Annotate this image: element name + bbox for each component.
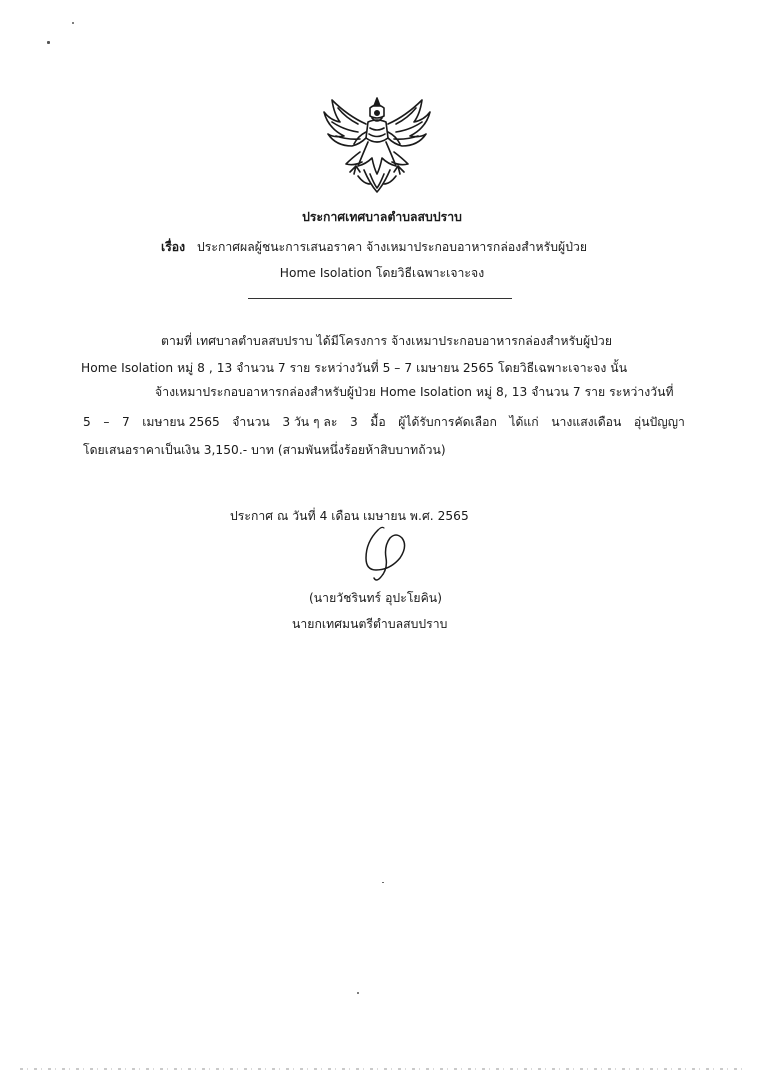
text-fragment: นางแสงเดือน xyxy=(551,415,622,429)
scan-edge-artifact xyxy=(20,1068,744,1070)
subject-text: ประกาศผลผู้ชนะการเสนอราคา จ้างเหมาประกอบอาหารกล่องสำหรับผู้ป่วย xyxy=(196,240,588,254)
paragraph1-line1: ตามที่ เทศบาลตำบลสบปราบ ได้มีโครงการ จ้างเหมาประกอบอาหารกล่องสำหรับผู้ป่วย xyxy=(161,334,613,348)
text-fragment: – xyxy=(103,415,110,429)
paragraph1-line2: Home Isolation หมู่ 8 , 13 จำนวน 7 ราย ระหว่างวันที่ 5 – 7 เมษายน 2565 โดยวิธีเฉพาะเจาะจง นั้น xyxy=(81,361,628,375)
handwritten-signature-icon xyxy=(356,524,418,584)
title-divider xyxy=(248,298,512,299)
signer-title: นายกเทศมนตรีตำบลสบปราบ xyxy=(292,617,448,631)
announced-date: ประกาศ ณ วันที่ 4 เดือน เมษายน พ.ศ. 2565 xyxy=(230,509,469,523)
scan-speck xyxy=(47,41,50,44)
paragraph2-line3: โดยเสนอราคาเป็นเงิน 3,150.- บาท (สามพันหนึ่งร้อยห้าสิบบาทถ้วน) xyxy=(83,443,446,457)
text-fragment: เมษายน 2565 xyxy=(142,415,220,429)
scan-speck xyxy=(357,992,359,994)
subject-label: เรื่อง xyxy=(161,240,186,254)
text-fragment: ได้แก่ xyxy=(509,415,539,429)
text-fragment: 7 xyxy=(121,415,130,429)
text-fragment: 3 xyxy=(349,415,358,429)
subject-text-line2: Home Isolation โดยวิธีเฉพาะเจาะจง xyxy=(279,266,485,280)
text-fragment: ผู้ได้รับการคัดเลือก xyxy=(398,415,497,429)
text-fragment: มื้อ xyxy=(370,415,386,429)
paragraph2-line2 xyxy=(83,414,685,430)
text-fragment: 3 วัน ๆ ละ xyxy=(282,415,338,429)
paragraph2-line1: จ้างเหมาประกอบอาหารกล่องสำหรับผู้ป่วย Home Isolation หมู่ 8, 13 จำนวน 7 ราย ระหว่างวันที่ xyxy=(155,385,674,399)
scan-speck xyxy=(382,882,384,883)
text-fragment: จำนวน xyxy=(232,415,270,429)
signer-name: (นายวัชรินทร์ อุปะโยคิน) xyxy=(309,591,442,605)
scan-speck xyxy=(72,22,74,24)
text-fragment: 5 xyxy=(83,415,91,429)
text-fragment: อุ่นปัญญา xyxy=(633,415,685,429)
subject-row xyxy=(161,239,587,255)
announcement-title: ประกาศเทศบาลตำบลสบปราบ xyxy=(302,210,462,224)
garuda-emblem-icon xyxy=(318,92,436,202)
